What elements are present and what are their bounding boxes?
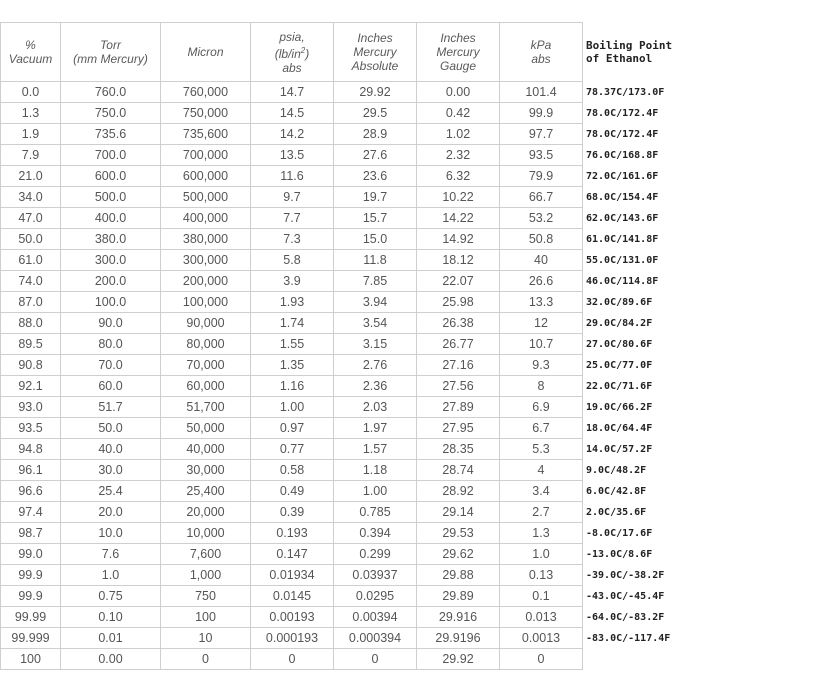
cell-inches-hg-absolute: 1.00 bbox=[334, 481, 417, 502]
cell-boiling-point: 46.0C/114.8F bbox=[586, 275, 659, 287]
cell-inches-hg-gauge: 1.02 bbox=[417, 124, 500, 145]
cell-inches-hg-absolute: 2.03 bbox=[334, 397, 417, 418]
cell-inches-hg-gauge: 29.9196 bbox=[417, 628, 500, 649]
cell-torr: 700.0 bbox=[61, 145, 161, 166]
cell-kpa-abs: 0.0013 bbox=[500, 628, 583, 649]
cell-percent-vacuum: 21.0 bbox=[1, 166, 61, 187]
cell-micron: 25,400 bbox=[161, 481, 251, 502]
cell-psia: 14.7 bbox=[251, 82, 334, 103]
header-row bbox=[1, 23, 705, 82]
cell-percent-vacuum: 99.9 bbox=[1, 565, 61, 586]
cell-percent-vacuum: 99.999 bbox=[1, 628, 61, 649]
cell-boiling-point: -39.0C/-38.2F bbox=[586, 569, 665, 581]
cell-psia: 1.35 bbox=[251, 355, 334, 376]
table-row bbox=[1, 376, 705, 397]
cell-inches-hg-absolute: 27.6 bbox=[334, 145, 417, 166]
cell-boiling-point: 27.0C/80.6F bbox=[586, 338, 653, 350]
cell-inches-hg-gauge: 27.56 bbox=[417, 376, 500, 397]
cell-kpa-abs: 53.2 bbox=[500, 208, 583, 229]
cell-inches-hg-gauge: 0.00 bbox=[417, 82, 500, 103]
cell-inches-hg-gauge: 25.98 bbox=[417, 292, 500, 313]
cell-percent-vacuum: 99.99 bbox=[1, 607, 61, 628]
cell-torr: 90.0 bbox=[61, 313, 161, 334]
cell-inches-hg-absolute: 1.57 bbox=[334, 439, 417, 460]
vacuum-table bbox=[0, 22, 705, 670]
cell-micron: 100 bbox=[161, 607, 251, 628]
cell-psia: 0.147 bbox=[251, 544, 334, 565]
cell-inches-hg-absolute: 0.0295 bbox=[334, 586, 417, 607]
cell-torr: 380.0 bbox=[61, 229, 161, 250]
table-row bbox=[1, 145, 705, 166]
cell-kpa-abs: 26.6 bbox=[500, 271, 583, 292]
cell-percent-vacuum: 96.6 bbox=[1, 481, 61, 502]
cell-inches-hg-absolute: 0.000394 bbox=[334, 628, 417, 649]
cell-kpa-abs: 99.9 bbox=[500, 103, 583, 124]
header-text: kPa bbox=[530, 38, 552, 52]
cell-torr: 30.0 bbox=[61, 460, 161, 481]
cell-psia: 0.01934 bbox=[251, 565, 334, 586]
cell-micron: 500,000 bbox=[161, 187, 251, 208]
cell-psia: 3.9 bbox=[251, 271, 334, 292]
cell-percent-vacuum: 1.3 bbox=[1, 103, 61, 124]
cell-inches-hg-absolute: 1.97 bbox=[334, 418, 417, 439]
cell-inches-hg-gauge: 29.916 bbox=[417, 607, 500, 628]
cell-percent-vacuum: 50.0 bbox=[1, 229, 61, 250]
cell-micron: 750,000 bbox=[161, 103, 251, 124]
cell-psia: 1.93 bbox=[251, 292, 334, 313]
table-row bbox=[1, 628, 705, 649]
cell-boiling-point: -64.0C/-83.2F bbox=[586, 611, 665, 623]
header-text: abs bbox=[282, 60, 302, 75]
cell-boiling-point bbox=[583, 649, 705, 670]
cell-inches-hg-absolute: 29.92 bbox=[334, 82, 417, 103]
cell-psia: 1.55 bbox=[251, 334, 334, 355]
header-kpa-abs bbox=[500, 23, 583, 82]
cell-percent-vacuum: 0.0 bbox=[1, 82, 61, 103]
cell-inches-hg-gauge: 0.42 bbox=[417, 103, 500, 124]
cell-psia: 0 bbox=[251, 649, 334, 670]
table-body bbox=[1, 82, 705, 670]
cell-percent-vacuum: 88.0 bbox=[1, 313, 61, 334]
cell-psia: 0.00193 bbox=[251, 607, 334, 628]
header-inches-mercury-absolute bbox=[334, 23, 417, 82]
cell-psia: 1.16 bbox=[251, 376, 334, 397]
cell-torr: 0.75 bbox=[61, 586, 161, 607]
cell-kpa-abs: 101.4 bbox=[500, 82, 583, 103]
cell-inches-hg-absolute: 15.7 bbox=[334, 208, 417, 229]
cell-inches-hg-absolute: 0.785 bbox=[334, 502, 417, 523]
cell-percent-vacuum: 34.0 bbox=[1, 187, 61, 208]
cell-psia: 0.58 bbox=[251, 460, 334, 481]
cell-inches-hg-absolute: 11.8 bbox=[334, 250, 417, 271]
cell-percent-vacuum: 7.9 bbox=[1, 145, 61, 166]
table-row bbox=[1, 271, 705, 292]
cell-kpa-abs: 3.4 bbox=[500, 481, 583, 502]
cell-torr: 50.0 bbox=[61, 418, 161, 439]
cell-torr: 20.0 bbox=[61, 502, 161, 523]
cell-boiling-point: 72.0C/161.6F bbox=[586, 170, 659, 182]
cell-torr: 80.0 bbox=[61, 334, 161, 355]
cell-psia: 9.7 bbox=[251, 187, 334, 208]
cell-micron: 10 bbox=[161, 628, 251, 649]
cell-kpa-abs: 10.7 bbox=[500, 334, 583, 355]
cell-torr: 100.0 bbox=[61, 292, 161, 313]
table-row bbox=[1, 208, 705, 229]
table-row bbox=[1, 397, 705, 418]
cell-kpa-abs: 1.0 bbox=[500, 544, 583, 565]
cell-boiling-point: 61.0C/141.8F bbox=[586, 233, 659, 245]
table-row bbox=[1, 460, 705, 481]
cell-inches-hg-absolute: 0.394 bbox=[334, 523, 417, 544]
table-row bbox=[1, 565, 705, 586]
cell-torr: 7.6 bbox=[61, 544, 161, 565]
cell-percent-vacuum: 90.8 bbox=[1, 355, 61, 376]
cell-inches-hg-gauge: 27.16 bbox=[417, 355, 500, 376]
cell-percent-vacuum: 98.7 bbox=[1, 523, 61, 544]
cell-micron: 51,700 bbox=[161, 397, 251, 418]
cell-kpa-abs: 8 bbox=[500, 376, 583, 397]
cell-torr: 760.0 bbox=[61, 82, 161, 103]
header-boiling-point-ethanol bbox=[583, 23, 705, 82]
header-superscript: 2 bbox=[300, 45, 306, 55]
cell-boiling-point: -83.0C/-117.4F bbox=[586, 632, 671, 644]
cell-inches-hg-gauge: 29.89 bbox=[417, 586, 500, 607]
cell-torr: 600.0 bbox=[61, 166, 161, 187]
cell-micron: 10,000 bbox=[161, 523, 251, 544]
cell-psia: 5.8 bbox=[251, 250, 334, 271]
table-row bbox=[1, 607, 705, 628]
cell-inches-hg-absolute: 3.94 bbox=[334, 292, 417, 313]
cell-inches-hg-absolute: 23.6 bbox=[334, 166, 417, 187]
cell-kpa-abs: 0.13 bbox=[500, 565, 583, 586]
cell-inches-hg-gauge: 28.92 bbox=[417, 481, 500, 502]
cell-torr: 10.0 bbox=[61, 523, 161, 544]
header-text: Mercury bbox=[436, 45, 480, 59]
cell-kpa-abs: 4 bbox=[500, 460, 583, 481]
cell-micron: 200,000 bbox=[161, 271, 251, 292]
header-inches-mercury-gauge bbox=[417, 23, 500, 82]
header-text: Absolute bbox=[351, 59, 399, 73]
cell-psia: 0.0145 bbox=[251, 586, 334, 607]
table-row bbox=[1, 481, 705, 502]
cell-micron: 20,000 bbox=[161, 502, 251, 523]
cell-percent-vacuum: 94.8 bbox=[1, 439, 61, 460]
cell-inches-hg-gauge: 29.62 bbox=[417, 544, 500, 565]
cell-inches-hg-absolute: 7.85 bbox=[334, 271, 417, 292]
cell-boiling-point: 18.0C/64.4F bbox=[586, 422, 653, 434]
cell-percent-vacuum: 74.0 bbox=[1, 271, 61, 292]
cell-boiling-point: -13.0C/8.6F bbox=[586, 548, 653, 560]
cell-inches-hg-gauge: 29.92 bbox=[417, 649, 500, 670]
cell-inches-hg-gauge: 29.53 bbox=[417, 523, 500, 544]
header-text: Mercury bbox=[353, 45, 397, 59]
table-row bbox=[1, 649, 705, 670]
cell-inches-hg-gauge: 26.77 bbox=[417, 334, 500, 355]
cell-micron: 90,000 bbox=[161, 313, 251, 334]
cell-inches-hg-gauge: 10.22 bbox=[417, 187, 500, 208]
cell-inches-hg-gauge: 29.88 bbox=[417, 565, 500, 586]
cell-inches-hg-gauge: 27.89 bbox=[417, 397, 500, 418]
header-text: of Ethanol bbox=[586, 52, 653, 65]
cell-boiling-point: 2.0C/35.6F bbox=[586, 506, 647, 518]
cell-psia: 0.000193 bbox=[251, 628, 334, 649]
table-row bbox=[1, 586, 705, 607]
cell-micron: 50,000 bbox=[161, 418, 251, 439]
cell-inches-hg-absolute: 0.00394 bbox=[334, 607, 417, 628]
cell-boiling-point: 25.0C/77.0F bbox=[586, 359, 653, 371]
cell-boiling-point: -43.0C/-45.4F bbox=[586, 590, 665, 602]
cell-boiling-point: 78.37C/173.0F bbox=[586, 86, 665, 98]
cell-inches-hg-gauge: 6.32 bbox=[417, 166, 500, 187]
cell-micron: 735,600 bbox=[161, 124, 251, 145]
cell-boiling-point: 6.0C/42.8F bbox=[586, 485, 647, 497]
cell-inches-hg-absolute: 3.15 bbox=[334, 334, 417, 355]
cell-micron: 750 bbox=[161, 586, 251, 607]
cell-boiling-point: 9.0C/48.2F bbox=[586, 464, 647, 476]
cell-torr: 400.0 bbox=[61, 208, 161, 229]
cell-micron: 600,000 bbox=[161, 166, 251, 187]
cell-micron: 760,000 bbox=[161, 82, 251, 103]
cell-micron: 0 bbox=[161, 649, 251, 670]
table-row bbox=[1, 229, 705, 250]
table-row bbox=[1, 187, 705, 208]
cell-inches-hg-absolute: 0 bbox=[334, 649, 417, 670]
cell-psia: 7.7 bbox=[251, 208, 334, 229]
cell-inches-hg-gauge: 14.92 bbox=[417, 229, 500, 250]
cell-psia: 0.77 bbox=[251, 439, 334, 460]
cell-inches-hg-gauge: 18.12 bbox=[417, 250, 500, 271]
table-row bbox=[1, 502, 705, 523]
table-row bbox=[1, 523, 705, 544]
cell-percent-vacuum: 92.1 bbox=[1, 376, 61, 397]
cell-inches-hg-absolute: 28.9 bbox=[334, 124, 417, 145]
cell-psia: 11.6 bbox=[251, 166, 334, 187]
header-text: Inches bbox=[357, 31, 393, 45]
cell-micron: 80,000 bbox=[161, 334, 251, 355]
table-row bbox=[1, 544, 705, 565]
header-text: psia, bbox=[279, 29, 305, 44]
cell-boiling-point: 14.0C/57.2F bbox=[586, 443, 653, 455]
vacuum-conversion-chart bbox=[0, 22, 826, 670]
cell-percent-vacuum: 93.0 bbox=[1, 397, 61, 418]
cell-inches-hg-absolute: 3.54 bbox=[334, 313, 417, 334]
cell-percent-vacuum: 47.0 bbox=[1, 208, 61, 229]
table-row bbox=[1, 82, 705, 103]
cell-micron: 60,000 bbox=[161, 376, 251, 397]
cell-inches-hg-absolute: 29.5 bbox=[334, 103, 417, 124]
cell-inches-hg-gauge: 26.38 bbox=[417, 313, 500, 334]
cell-percent-vacuum: 97.4 bbox=[1, 502, 61, 523]
cell-inches-hg-gauge: 14.22 bbox=[417, 208, 500, 229]
header-text: abs bbox=[531, 52, 551, 66]
cell-torr: 500.0 bbox=[61, 187, 161, 208]
cell-percent-vacuum: 87.0 bbox=[1, 292, 61, 313]
cell-torr: 200.0 bbox=[61, 271, 161, 292]
cell-kpa-abs: 0.013 bbox=[500, 607, 583, 628]
cell-percent-vacuum: 96.1 bbox=[1, 460, 61, 481]
table-row bbox=[1, 334, 705, 355]
cell-micron: 40,000 bbox=[161, 439, 251, 460]
cell-inches-hg-gauge: 28.35 bbox=[417, 439, 500, 460]
cell-psia: 0.97 bbox=[251, 418, 334, 439]
cell-kpa-abs: 50.8 bbox=[500, 229, 583, 250]
cell-percent-vacuum: 89.5 bbox=[1, 334, 61, 355]
table-row bbox=[1, 439, 705, 460]
cell-kpa-abs: 97.7 bbox=[500, 124, 583, 145]
cell-micron: 400,000 bbox=[161, 208, 251, 229]
header-psia bbox=[251, 23, 334, 82]
cell-torr: 40.0 bbox=[61, 439, 161, 460]
table-row bbox=[1, 355, 705, 376]
table-row bbox=[1, 103, 705, 124]
cell-psia: 0.39 bbox=[251, 502, 334, 523]
cell-inches-hg-absolute: 2.36 bbox=[334, 376, 417, 397]
header-text: Micron bbox=[187, 45, 224, 59]
header-text: Inches bbox=[440, 31, 476, 45]
cell-inches-hg-gauge: 27.95 bbox=[417, 418, 500, 439]
table-row bbox=[1, 124, 705, 145]
cell-boiling-point: 78.0C/172.4F bbox=[586, 128, 659, 140]
header-text: % bbox=[25, 38, 36, 52]
cell-boiling-point: 76.0C/168.8F bbox=[586, 149, 659, 161]
header-micron bbox=[161, 23, 251, 82]
cell-kpa-abs: 1.3 bbox=[500, 523, 583, 544]
header-text: Vacuum bbox=[8, 52, 53, 66]
cell-kpa-abs: 93.5 bbox=[500, 145, 583, 166]
cell-torr: 735.6 bbox=[61, 124, 161, 145]
cell-micron: 70,000 bbox=[161, 355, 251, 376]
cell-percent-vacuum: 99.0 bbox=[1, 544, 61, 565]
header-text: (mm Mercury) bbox=[73, 52, 148, 66]
cell-boiling-point: 19.0C/66.2F bbox=[586, 401, 653, 413]
cell-micron: 1,000 bbox=[161, 565, 251, 586]
cell-boiling-point: 78.0C/172.4F bbox=[586, 107, 659, 119]
cell-inches-hg-gauge: 22.07 bbox=[417, 271, 500, 292]
cell-percent-vacuum: 61.0 bbox=[1, 250, 61, 271]
cell-torr: 0.00 bbox=[61, 649, 161, 670]
cell-inches-hg-absolute: 15.0 bbox=[334, 229, 417, 250]
cell-torr: 300.0 bbox=[61, 250, 161, 271]
table-row bbox=[1, 250, 705, 271]
table-row bbox=[1, 313, 705, 334]
cell-psia: 1.00 bbox=[251, 397, 334, 418]
cell-percent-vacuum: 99.9 bbox=[1, 586, 61, 607]
table-row bbox=[1, 418, 705, 439]
cell-torr: 60.0 bbox=[61, 376, 161, 397]
cell-boiling-point: 55.0C/131.0F bbox=[586, 254, 659, 266]
cell-torr: 25.4 bbox=[61, 481, 161, 502]
cell-kpa-abs: 6.9 bbox=[500, 397, 583, 418]
cell-kpa-abs: 0 bbox=[500, 649, 583, 670]
cell-inches-hg-gauge: 28.74 bbox=[417, 460, 500, 481]
cell-kpa-abs: 2.7 bbox=[500, 502, 583, 523]
cell-torr: 0.01 bbox=[61, 628, 161, 649]
cell-boiling-point: 62.0C/143.6F bbox=[586, 212, 659, 224]
cell-psia: 0.193 bbox=[251, 523, 334, 544]
cell-kpa-abs: 13.3 bbox=[500, 292, 583, 313]
cell-psia: 13.5 bbox=[251, 145, 334, 166]
cell-torr: 750.0 bbox=[61, 103, 161, 124]
cell-psia: 1.74 bbox=[251, 313, 334, 334]
cell-kpa-abs: 9.3 bbox=[500, 355, 583, 376]
cell-boiling-point: 22.0C/71.6F bbox=[586, 380, 653, 392]
header-text: ) bbox=[305, 46, 310, 61]
cell-kpa-abs: 12 bbox=[500, 313, 583, 334]
cell-micron: 300,000 bbox=[161, 250, 251, 271]
cell-psia: 14.2 bbox=[251, 124, 334, 145]
cell-percent-vacuum: 93.5 bbox=[1, 418, 61, 439]
cell-torr: 0.10 bbox=[61, 607, 161, 628]
header-text: Boiling Point bbox=[586, 39, 673, 52]
cell-micron: 7,600 bbox=[161, 544, 251, 565]
cell-inches-hg-absolute: 2.76 bbox=[334, 355, 417, 376]
cell-boiling-point: 29.0C/84.2F bbox=[586, 317, 653, 329]
cell-micron: 700,000 bbox=[161, 145, 251, 166]
cell-psia: 0.49 bbox=[251, 481, 334, 502]
cell-kpa-abs: 0.1 bbox=[500, 586, 583, 607]
table-row bbox=[1, 166, 705, 187]
table-row bbox=[1, 292, 705, 313]
cell-inches-hg-absolute: 19.7 bbox=[334, 187, 417, 208]
cell-inches-hg-gauge: 29.14 bbox=[417, 502, 500, 523]
header-percent-vacuum bbox=[1, 23, 61, 82]
cell-percent-vacuum: 100 bbox=[1, 649, 61, 670]
cell-micron: 380,000 bbox=[161, 229, 251, 250]
header-text: Torr bbox=[100, 38, 121, 52]
cell-kpa-abs: 79.9 bbox=[500, 166, 583, 187]
cell-kpa-abs: 66.7 bbox=[500, 187, 583, 208]
header-text: Gauge bbox=[439, 59, 477, 73]
header-torr bbox=[61, 23, 161, 82]
cell-psia: 14.5 bbox=[251, 103, 334, 124]
cell-torr: 1.0 bbox=[61, 565, 161, 586]
cell-percent-vacuum: 1.9 bbox=[1, 124, 61, 145]
cell-torr: 51.7 bbox=[61, 397, 161, 418]
cell-inches-hg-absolute: 0.299 bbox=[334, 544, 417, 565]
cell-psia: 7.3 bbox=[251, 229, 334, 250]
cell-kpa-abs: 6.7 bbox=[500, 418, 583, 439]
cell-boiling-point: 68.0C/154.4F bbox=[586, 191, 659, 203]
cell-kpa-abs: 5.3 bbox=[500, 439, 583, 460]
cell-inches-hg-absolute: 1.18 bbox=[334, 460, 417, 481]
cell-torr: 70.0 bbox=[61, 355, 161, 376]
cell-micron: 100,000 bbox=[161, 292, 251, 313]
cell-inches-hg-absolute: 0.03937 bbox=[334, 565, 417, 586]
cell-inches-hg-gauge: 2.32 bbox=[417, 145, 500, 166]
cell-boiling-point: 32.0C/89.6F bbox=[586, 296, 653, 308]
cell-boiling-point: -8.0C/17.6F bbox=[586, 527, 653, 539]
cell-micron: 30,000 bbox=[161, 460, 251, 481]
cell-kpa-abs: 40 bbox=[500, 250, 583, 271]
header-text: (lb/in bbox=[274, 46, 301, 61]
